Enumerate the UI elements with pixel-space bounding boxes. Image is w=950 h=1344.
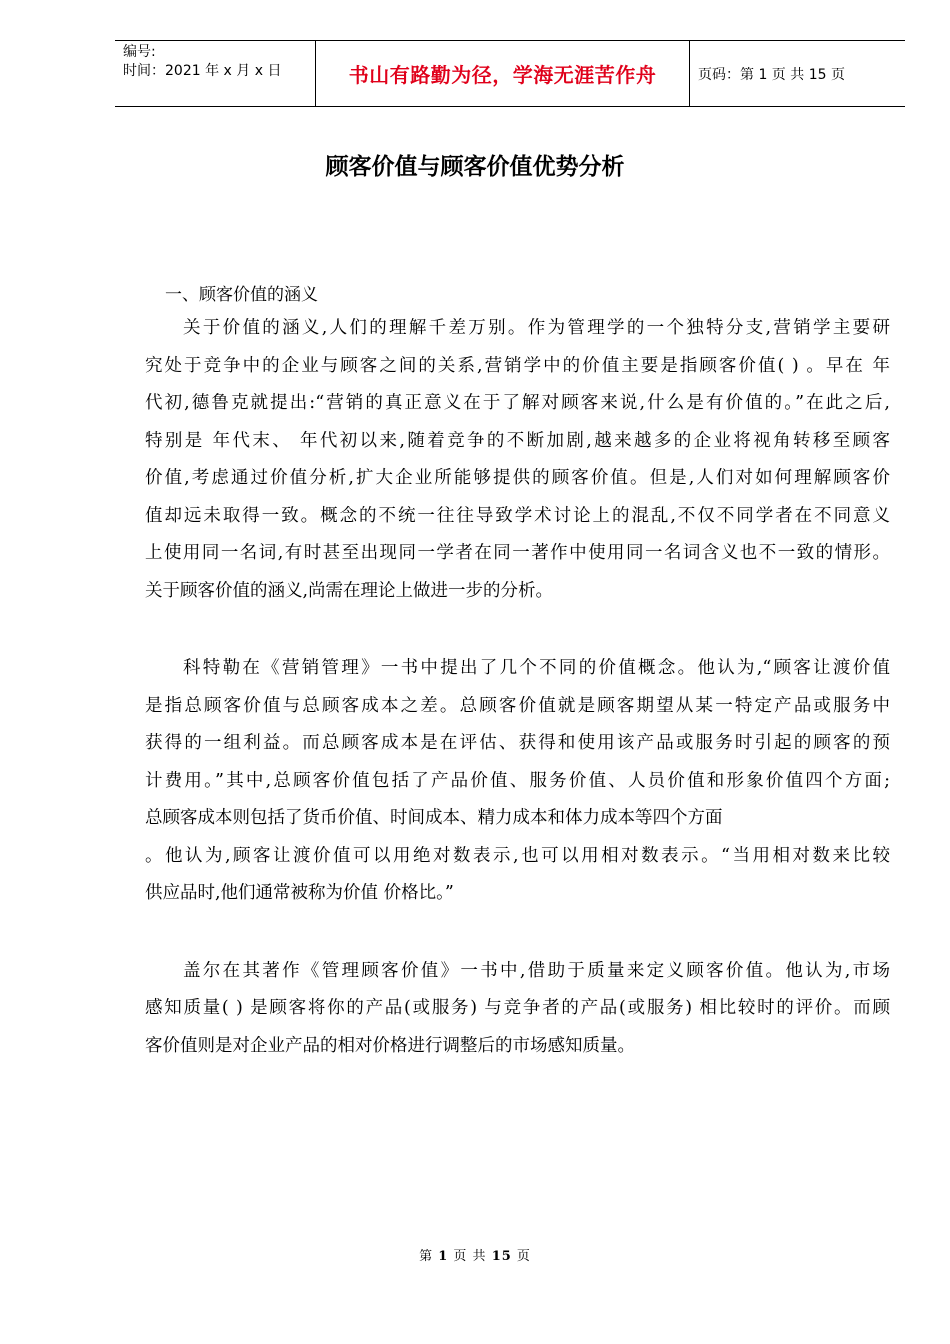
paragraph-2 [145, 650, 890, 913]
document-header [115, 40, 905, 107]
document-body [145, 280, 890, 1065]
time-label: 时间：2021 年 x 月 x 日 [123, 63, 282, 79]
paragraph-line: 盖尔在其著作《管理顾客价值》一书中,借助于质量来定义顾客价值。他认为,市场 [183, 960, 890, 981]
paragraph-line: 关于价值的涵义,人们的理解千差万别。作为管理学的一个独特分支,营销学主要研 [183, 318, 890, 338]
footer-current-page: 1 [438, 1249, 449, 1264]
paragraph-line: 获得的一组利益。而总顾客成本是在评估、获得和使用该产品或服务时引起的顾客的预 [145, 733, 890, 753]
paragraph-line: 价值,考虑通过价值分析,扩大企业所能够提供的顾客价值。但是,人们对如何理解顾客价 [145, 468, 890, 488]
paragraph-1 [145, 310, 890, 610]
header-meta-cell [115, 41, 316, 106]
document-title: 顾客价值与顾客价值优势分析 [325, 154, 625, 180]
footer-suffix: 页 [516, 1249, 531, 1264]
paragraph-line: 是指总顾客价值与总顾客成本之差。总顾客价值就是顾客期望从某一特定产品或服务中 [145, 695, 890, 716]
footer-total-pages: 15 [491, 1249, 512, 1264]
footer-prefix: 第 [419, 1249, 434, 1264]
paragraph-line: 。他认为,顾客让渡价值可以用绝对数表示,也可以用相对数表示。“当用相对数来比较 [145, 845, 890, 866]
section-heading: 一、顾客价值的涵义 [165, 285, 318, 305]
paragraph-line: 值却远未取得一致。概念的不统一往往导致学术讨论上的混乱,不仅不同学者在不同意义 [145, 505, 890, 526]
paragraph-line: 感知质量( ) 是顾客将你的产品(或服务) 与竞争者的产品(或服务) 相比较时的评价。而顾 [145, 998, 890, 1018]
paragraph-line: 代初,德鲁克就提出:“营销的真正意义在于了解对顾客来说,什么是有价值的。”在此之后, [145, 393, 890, 413]
paragraph-line: 供应品时,他们通常被称为价值 价格比。” [145, 883, 454, 903]
header-motto: 书山有路勤为径，学海无涯苦作舟 [348, 63, 657, 87]
paragraph-3 [145, 953, 890, 1066]
header-motto-cell [316, 41, 690, 106]
paragraph-line: 究处于竞争中的企业与顾客之间的关系,营销学中的价值主要是指顾客价值( ) 。早在 年 [145, 355, 890, 376]
paragraph-line: 计费用。”其中,总顾客价值包括了产品价值、服务价值、人员价值和形象价值四个方面; [145, 770, 890, 791]
paragraph-line: 总顾客成本则包括了货币价值、时间成本、精力成本和体力成本等四个方面 [145, 808, 723, 828]
page-footer [0, 1245, 950, 1264]
serial-number-label: 编号: [123, 44, 156, 60]
header-page-cell [690, 41, 905, 106]
paragraph-line: 关于顾客价值的涵义,尚需在理论上做进一步的分析。 [145, 580, 554, 601]
header-page-info: 页码：第 1 页 共 15 页 [698, 66, 845, 83]
paragraph-line: 科特勒在《营销管理》一书中提出了几个不同的价值概念。他认为,“顾客让渡价值 [183, 658, 890, 678]
paragraph-line: 客价值则是对企业产品的相对价格进行调整后的市场感知质量。 [145, 1035, 635, 1056]
footer-middle: 页 共 [453, 1249, 487, 1264]
paragraph-line: 上使用同一名词,有时甚至出现同一学者在同一著作中使用同一名词含义也不一致的情形。 [145, 543, 890, 563]
paragraph-line: 特别是 年代末、 年代初以来,随着竞争的不断加剧,越来越多的企业将视角转移至顾客 [145, 430, 890, 451]
